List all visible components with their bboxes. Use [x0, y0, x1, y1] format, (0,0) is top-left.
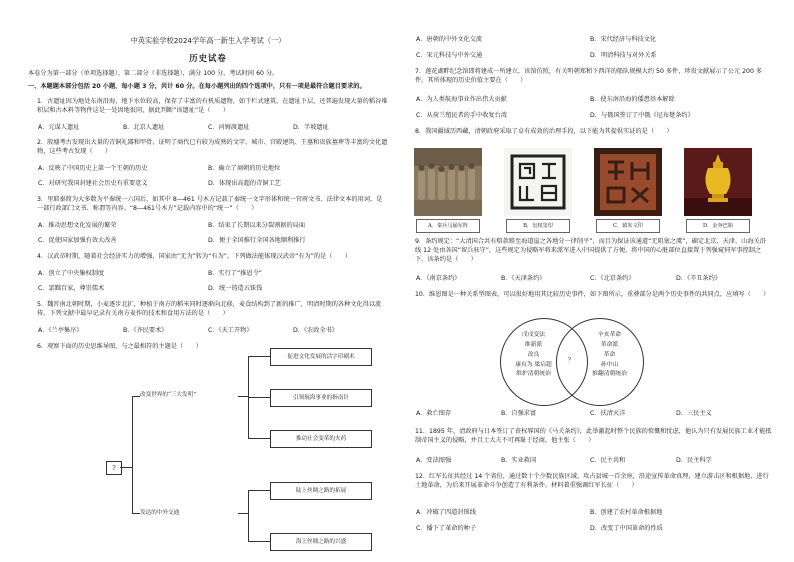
- q8-caption-b: B．皇权玺印: [506, 219, 570, 233]
- q5-option-c[interactable]: C．《天工开物》: [208, 327, 253, 334]
- venn-right-item: 辛亥革命: [597, 332, 622, 338]
- q6-option-a[interactable]: A．唐朝的中外文化交流: [416, 36, 483, 43]
- mindmap-leaf-gunpowder: 推动社会变革的火药: [270, 430, 372, 448]
- q10-option-b[interactable]: B．自强求富: [501, 410, 537, 417]
- q8-caption-c: C．镇朱文印: [596, 219, 660, 233]
- venn-right-item: 革命派: [600, 341, 619, 348]
- q7-option-d[interactable]: D．与俄国签订了中俄《尼布楚条约》: [590, 112, 694, 119]
- exam-title: 中英实验学校2024学年高一新生入学考试（一）: [130, 36, 286, 45]
- q2-option-c[interactable]: C．对研究我国封建社会历史有重要意义: [38, 180, 148, 187]
- venn-left-item: 戊戌变法: [521, 332, 546, 338]
- q7-option-a[interactable]: A．为人类航海事业作出伟大贡献: [416, 96, 507, 103]
- question-6-stem: 6．观察下面的历史思维导图，与之最相符的主题是（ ）: [37, 343, 202, 350]
- question-12-stem: 12．红军长征共经过 14 个省份，通过数十个少数民族区域，攻占县城一百余座，沿途宣传革命真理，建立游击区和根据地，进行土地革命，为后来开展革命斗争创造了有利条件。材料着重强调红军长征（ ）: [415, 473, 769, 489]
- q1-option-a[interactable]: A．元谋人遗址: [38, 124, 80, 131]
- q12-option-c[interactable]: C．播下了革命的种子: [416, 525, 477, 532]
- question-11-stem: 11．1895 年，清政府与日本签订了丧权辱国的《马关条约》，此举激起时整个民族的愤慨和忧虑，他认为只有发展民族工业才能抵制帝国主义的侵略，并且士大夫不可再耻于经商，他主张（ ）: [415, 428, 772, 444]
- q12-option-a[interactable]: A．冲破了四道封锁线: [416, 509, 476, 516]
- q12-option-b[interactable]: B．创建了农村革命根据地: [590, 509, 663, 516]
- venn-left-item: 维新派: [524, 341, 543, 348]
- q2-option-b[interactable]: B．确立了商朝的历史地位: [208, 165, 281, 172]
- venn-left-item: 改良: [527, 351, 540, 358]
- mindmap-connector: [248, 541, 270, 542]
- q3-option-a[interactable]: A．推动思想文化发展的繁荣: [38, 222, 117, 229]
- q7-option-c[interactable]: C．从荷兰殖民者的手中收复台湾: [416, 112, 507, 119]
- zhu-seal-picture: [594, 148, 662, 216]
- q10-option-a[interactable]: A．救亡图存: [416, 410, 452, 417]
- mindmap-leaf-printing: 促进文化发展的活字印刷术: [270, 348, 372, 366]
- q6-option-d[interactable]: D．明清科技与对外关系: [590, 52, 657, 59]
- imperial-seal-picture: [504, 148, 572, 216]
- terracotta-army-picture: [414, 148, 482, 216]
- q9-option-d[interactable]: D．《辛丑条约》: [676, 275, 721, 282]
- q10-option-c[interactable]: C．扶清灭洋: [590, 410, 626, 417]
- q8-option-d-image[interactable]: [684, 148, 752, 238]
- mindmap-connector: [132, 513, 140, 514]
- mindmap-connector: [132, 396, 133, 513]
- q4-option-c[interactable]: C．罢黜百家，尊崇儒术: [38, 285, 105, 292]
- venn-right-item: 革命: [603, 351, 616, 358]
- mindmap-branch-transport: 发达的中外交通: [140, 505, 240, 522]
- q1-option-b[interactable]: B．北京人遗址: [123, 124, 165, 131]
- venn-right-labels: [582, 331, 637, 380]
- q10-option-d[interactable]: D．三民主义: [676, 410, 712, 417]
- mindmap-connector: [238, 513, 248, 514]
- right-column: [406, 0, 772, 562]
- q3-option-c[interactable]: C．促使国家加强有效大改善: [38, 237, 117, 244]
- question-5-stem: 5．魏晋南北朝时期，小麦逐步北扩，种植于南方的稻米同时逐渐向北移，麦食结构到了新的推广，明清时期的各种文化得以流传，下列文献中最早记录有关南方麦作的技术和食用方法的是（ ）: [37, 301, 382, 317]
- mindmap-connector: [120, 467, 132, 468]
- mindmap-root: ?: [106, 461, 122, 475]
- venn-right-item: 推翻清朝统治: [592, 371, 627, 378]
- mindmap-connector: [248, 356, 270, 357]
- mindmap-connector: [132, 396, 140, 397]
- venn-left-labels: [506, 331, 561, 380]
- instructions: 本卷分为第一部分（单项选择题）、第二部分（非选择题），满分 100 分，考试时间 60 分。: [28, 70, 279, 77]
- q8-option-c-image[interactable]: [594, 148, 662, 238]
- question-7-stem: 7．莲花湖畔纪念馆即将建成一所建立，该馆仿照，有关明朝郑和下西洋的船队规模大约 50 多件，珍贵文献展示了公元 200 多件。其所体现的历史价值主要在（ ）: [415, 68, 763, 84]
- question-8-stem: 8．我国疆域历西藏，清朝政府采取了卓有成效的治理手段，以下能为其提供实证的是（ ）: [415, 128, 673, 135]
- question-10-stem: 10．维恩图是一种关系型图表，可以很好地用其比较历史事件，如下图所示，重叠部分是两个历史事件的共同点，应填写（ ）: [415, 291, 770, 298]
- q11-option-a[interactable]: A．变法图强: [416, 457, 452, 464]
- q9-option-c[interactable]: C．《北京条约》: [590, 275, 635, 282]
- subject-title: 历史试卷: [189, 53, 227, 63]
- section-heading: 一、本题题本部分包括 20 小题，每小题 3 分，共计 60 分。在每小题列出的四个选项中，只有一项是最符合题目要求的。: [28, 83, 366, 90]
- q8-option-b-image[interactable]: [504, 148, 572, 238]
- q4-option-a[interactable]: A．创立了中央集权制度: [38, 270, 105, 277]
- q7-option-b[interactable]: B．使东南沿海的倭患基本解除: [590, 96, 675, 103]
- mindmap-connector: [238, 396, 248, 397]
- q4-option-d[interactable]: D．统一铸造五铢钱: [208, 285, 263, 292]
- mindmap-leaf-sea-silk-road: 海上丝绸之路的兴盛: [270, 533, 372, 551]
- mindmap-connector: [248, 397, 270, 398]
- q11-option-d[interactable]: D．民主科学: [676, 457, 712, 464]
- mindmap-branch-inventions: 改变世界的“三大发明”: [140, 387, 240, 404]
- q8-caption-d: D．金奔巴瓶: [686, 219, 750, 233]
- q5-option-a[interactable]: A．《兰亭集序》: [38, 327, 83, 334]
- mindmap-leaf-compass: 引领航海事业的指南针: [270, 389, 372, 407]
- question-9-stem: 9．条约规定：“大清国合共有赔款赔至海道崖之各地分一律削平”，而且为保证该通道“无阻塞之虞”，确定北京、天津、山海关沿线 12 处由各国“留兵驻守”，这些规定为侵略军将来派军进入中国提供了方便，将中国的心脏部位直接置于列强窥伺军事控制之下，该条约是（ ）: [415, 238, 766, 263]
- q11-option-b[interactable]: B．实业救国: [501, 457, 537, 464]
- venn-overlap-mark: ？: [567, 356, 575, 364]
- q2-option-a[interactable]: A．反映了中国历史上第一个王朝的历史: [38, 165, 148, 172]
- q8-option-a-image[interactable]: [414, 148, 482, 238]
- question-1-stem: 1．古遗址因为地处东南沿海，地下水位较高，保存了丰富的有机质遗物，如干栏式建筑，在遗址下层，还普遍发现大量的稻谷堆积层和古木料等物件这是一处因地很同，据此判断“该遗址”是（ ）: [37, 98, 388, 114]
- q3-option-b[interactable]: B．结束了长期以来分裂割据的局面: [208, 222, 306, 229]
- q6-option-c[interactable]: C．宋元科技与中外交通: [416, 52, 483, 59]
- mindmap-connector: [248, 438, 270, 439]
- q4-option-b[interactable]: B．实行了“推恩令”: [208, 270, 262, 277]
- question-3-stem: 3．里耶秦简为大多数为平秦统一六国后，如其中 8—461 号木方记载了秦统一文字形体和统一官府文书、法律文本的用词，是一部行政部门文书、称谓等内容。“8—461号木方”记载内容中的“统一”（ ）: [37, 196, 383, 212]
- left-column: [28, 0, 388, 562]
- q1-option-c[interactable]: C．河姆渡遗址: [208, 124, 250, 131]
- q3-option-d[interactable]: D．便于全国推行全国各地顺利推行: [208, 237, 306, 244]
- q5-option-d[interactable]: D．《农政全书》: [293, 327, 338, 334]
- q9-option-b[interactable]: B．《天津条约》: [501, 275, 546, 282]
- mindmap-connector: [248, 490, 270, 491]
- venn-left-item: 维护清朝统治: [516, 371, 551, 378]
- venn-left-item: 康有为 梁启超: [515, 361, 552, 368]
- question-2-stem: 2．殷墟考古发现出大量的青铜礼器和甲骨，证明了商代已有较为成熟的文字、城市、宫殿建筑、王墓和贵族墓葬等丰富的文化遗物，这些考古发现（ ）: [37, 139, 388, 155]
- question-4-stem: 4．汉武帝时期，随着社会经济实力的增强，国家由“无为”转为“有为”。下列做法能体现汉武帝“有为”的是（ ）: [37, 253, 351, 260]
- q6-option-b[interactable]: B．宋代经济与科技文化: [590, 36, 657, 43]
- q1-option-d[interactable]: D．半坡遗址: [293, 124, 329, 131]
- q12-option-d[interactable]: D．改变了中国革命的性质: [590, 525, 663, 532]
- mindmap-connector: [248, 490, 249, 541]
- q8-caption-a: A．秦兵马俑军阵: [416, 219, 480, 233]
- q5-option-b[interactable]: B．《齐民要术》: [123, 327, 168, 334]
- q9-option-a[interactable]: A．《南京条约》: [416, 275, 461, 282]
- mindmap-leaf-land-silk-road: 陆上丝绸之路的拓展: [270, 482, 372, 500]
- q2-option-d[interactable]: D．体现出高超的青铜工艺: [208, 180, 281, 187]
- q11-option-c[interactable]: C．民主共和: [590, 457, 626, 464]
- venn-right-item: 孙中山: [600, 361, 619, 368]
- golden-urn-picture: [684, 148, 752, 216]
